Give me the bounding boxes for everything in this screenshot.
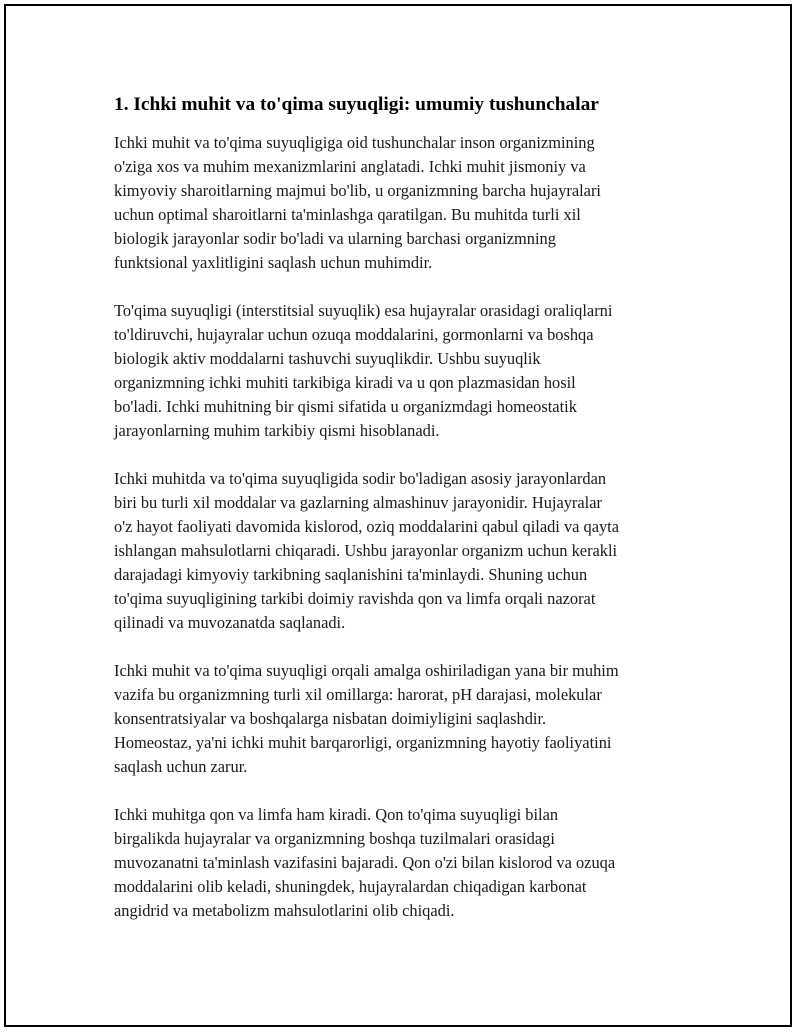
paragraph-line: jarayonlarning muhim tarkibiy qismi hisoblanadi. xyxy=(114,421,440,440)
paragraph-line: to'ldiruvchi, hujayralar uchun ozuqa moddalarini, gormonlarni va boshqa xyxy=(114,325,594,344)
paragraph-line: biri bu turli xil moddalar va gazlarning almashinuv jarayonidir. Hujayralar xyxy=(114,493,602,512)
paragraph-line: muvozanatni ta'minlash vazifasini bajaradi. Qon o'zi bilan kislorod va ozuqa xyxy=(114,853,616,872)
section-heading: 1. Ichki muhit va to'qima suyuqligi: umumiy tushunchalar xyxy=(114,94,599,115)
paragraph-line: o'ziga xos va muhim mexanizmlarini anglatadi. Ichki muhit jismoniy va xyxy=(114,157,586,176)
paragraph xyxy=(114,803,694,923)
paragraph-line: organizmning ichki muhiti tarkibiga kiradi va u qon plazmasidan hosil xyxy=(114,373,576,392)
paragraph xyxy=(114,299,694,443)
paragraph-line: Ichki muhitga qon va limfa ham kiradi. Qon to'qima suyuqligi bilan xyxy=(114,805,559,824)
paragraph-line: biologik jarayonlar sodir bo'ladi va ularning barchasi organizmning xyxy=(114,229,556,248)
paragraph-line: saqlash uchun zarur. xyxy=(114,757,248,776)
paragraph-line: birgalikda hujayralar va organizmning boshqa tuzilmalari orasidagi xyxy=(114,829,555,848)
paragraph-line: Homeostaz, ya'ni ichki muhit barqarorligi, organizmning hayotiy faoliyatini xyxy=(114,733,612,752)
paragraph-line: ishlangan mahsulotlarni chiqaradi. Ushbu jarayonlar organizm uchun kerakli xyxy=(114,541,618,560)
paragraph-line: darajadagi kimyoviy tarkibning saqlanishini ta'minlaydi. Shuning uchun xyxy=(114,565,588,584)
paragraph-line: uchun optimal sharoitlarni ta'minlashga qaratilgan. Bu muhitda turli xil xyxy=(114,205,581,224)
paragraph-line: vazifa bu organizmning turli xil omillarga: harorat, pH darajasi, molekular xyxy=(114,685,602,704)
paragraph-line: Ichki muhit va to'qima suyuqligi orqali amalga oshiriladigan yana bir muhim xyxy=(114,661,619,680)
document-body xyxy=(114,92,694,947)
paragraph-line: to'qima suyuqligining tarkibi doimiy ravishda qon va limfa orqali nazorat xyxy=(114,589,596,608)
paragraph-line: kimyoviy sharoitlarning majmui bo'lib, u organizmning barcha hujayralari xyxy=(114,181,601,200)
paragraph xyxy=(114,131,694,275)
paragraph xyxy=(114,467,694,635)
paragraph xyxy=(114,659,694,779)
paragraph-line: o'z hayot faoliyati davomida kislorod, oziq moddalarini qabul qiladi va qayta xyxy=(114,517,620,536)
paragraph-line: To'qima suyuqligi (interstitsial suyuqlik) esa hujayralar orasidagi oraliqlarni xyxy=(114,301,613,320)
paragraph-line: moddalarini olib keladi, shuningdek, hujayralardan chiqadigan karbonat xyxy=(114,877,587,896)
paragraph-line: Ichki muhit va to'qima suyuqligiga oid tushunchalar inson organizmining xyxy=(114,133,595,152)
paragraph-line: funktsional yaxlitligini saqlash uchun muhimdir. xyxy=(114,253,433,272)
paragraph-line: qilinadi va muvozanatda saqlanadi. xyxy=(114,613,346,632)
paragraph-line: angidrid va metabolizm mahsulotlarini olib chiqadi. xyxy=(114,901,455,920)
paragraph-list xyxy=(114,131,694,923)
paragraph-line: konsentratsiyalar va boshqalarga nisbatan doimiyligini saqlashdir. xyxy=(114,709,547,728)
paragraph-line: biologik aktiv moddalarni tashuvchi suyuqlikdir. Ushbu suyuqlik xyxy=(114,349,541,368)
paragraph-line: bo'ladi. Ichki muhitning bir qismi sifatida u organizmdagi homeostatik xyxy=(114,397,577,416)
paragraph-line: Ichki muhitda va to'qima suyuqligida sodir bo'ladigan asosiy jarayonlardan xyxy=(114,469,607,488)
